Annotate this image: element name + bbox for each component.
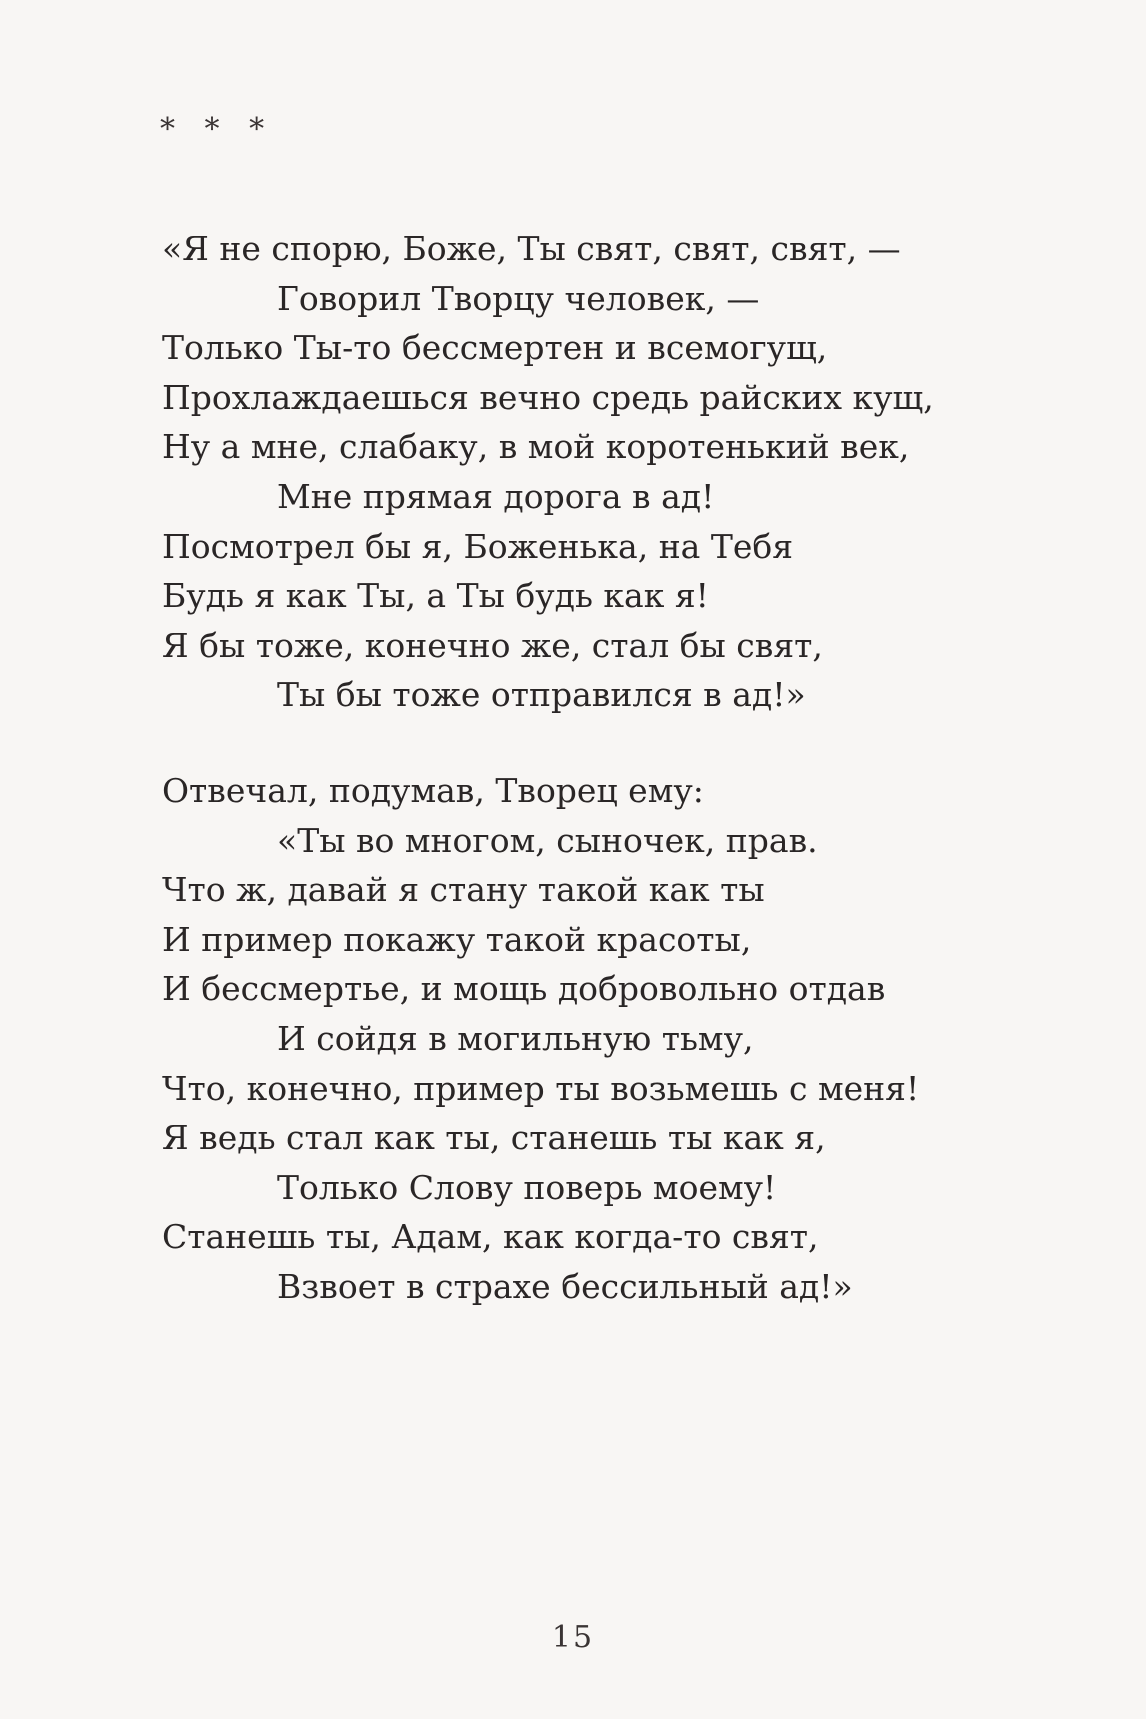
poem-line: Говорил Творцу человек, — bbox=[277, 278, 760, 318]
section-ornament: * * * bbox=[160, 112, 275, 147]
poem-line: Станешь ты, Адам, как когда-то свят, bbox=[162, 1217, 819, 1257]
poem-line: Что, конечно, пример ты возьмешь с меня! bbox=[162, 1068, 920, 1108]
poem-line: Отвечал, подумав, Творец ему: bbox=[162, 770, 704, 810]
poem-line: Мне прямая дорога в ад! bbox=[277, 476, 715, 516]
poem-line: «Ты во многом, сыночек, прав. bbox=[277, 820, 818, 860]
poem-line: Будь я как Ты, а Ты будь как я! bbox=[162, 576, 709, 616]
poem-line: Ты бы тоже отправился в ад!» bbox=[277, 675, 806, 715]
stanza bbox=[162, 766, 1062, 1312]
poem-line: И сойдя в могильную тьму, bbox=[277, 1018, 754, 1058]
poem-line: Я ведь стал как ты, станешь ты как я, bbox=[162, 1118, 826, 1158]
poem-line: Посмотрел бы я, Боженька, на Тебя bbox=[162, 526, 794, 566]
stanza bbox=[162, 224, 1062, 720]
poem-line: И бессмертье, и мощь добровольно отдав bbox=[162, 969, 886, 1009]
poem-line: «Я не спорю, Боже, Ты свят, свят, свят, — bbox=[162, 229, 901, 268]
poem-line: Я бы тоже, конечно же, стал бы свят, bbox=[162, 625, 823, 665]
poem-line: Только Ты-то бессмертен и всемогущ, bbox=[162, 328, 828, 368]
poem bbox=[162, 224, 1062, 1311]
page-number: 15 bbox=[551, 1620, 595, 1655]
poem-line: Что ж, давай я стану такой как ты bbox=[162, 870, 765, 910]
poem-line: Только Слову поверь моему! bbox=[277, 1167, 777, 1207]
poem-line: Ну а мне, слабаку, в мой коротенький век, bbox=[162, 427, 910, 467]
poem-line: Взвоет в страхе бессильный ад!» bbox=[277, 1266, 853, 1306]
poem-line: И пример покажу такой красоты, bbox=[162, 919, 752, 959]
poem-line: Прохлаждаешься вечно средь райских кущ, bbox=[162, 377, 934, 417]
